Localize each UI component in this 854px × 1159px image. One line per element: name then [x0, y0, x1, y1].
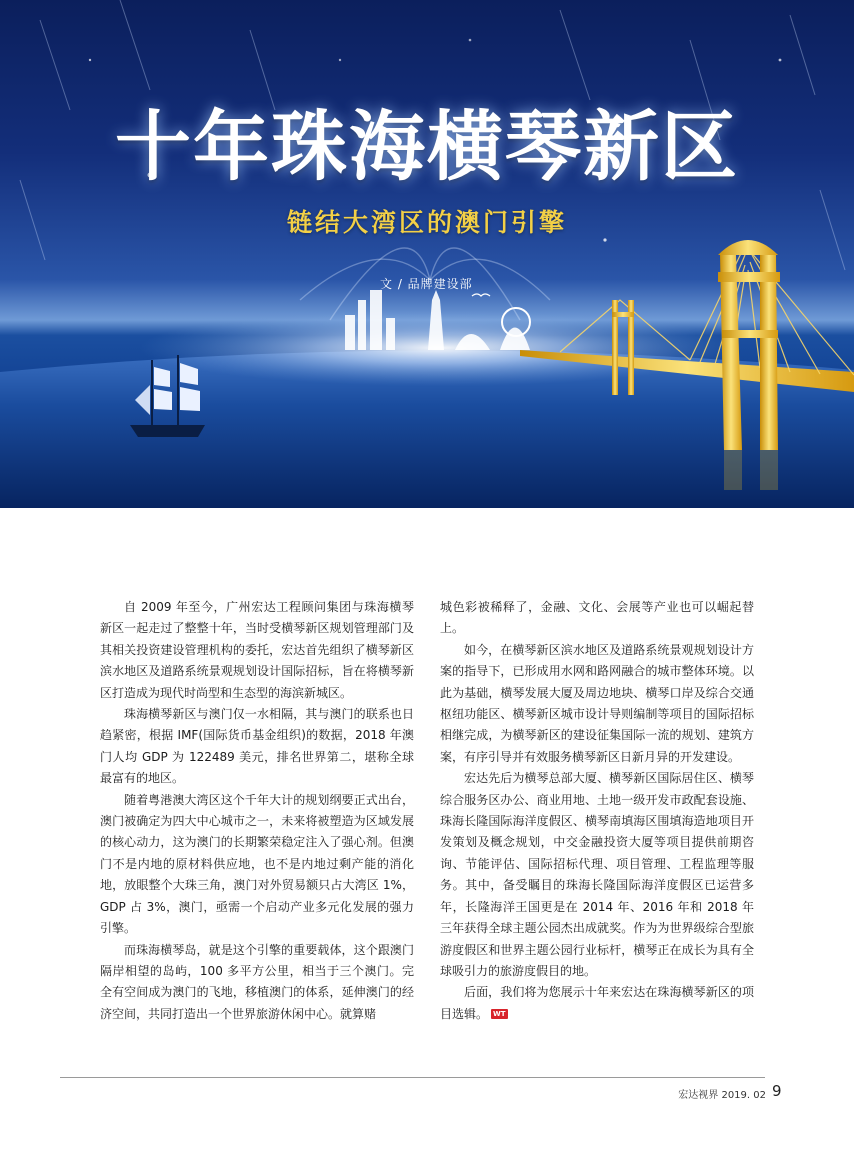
end-mark-badge: WT — [493, 1010, 506, 1019]
page-title: 十年珠海横琴新区 — [115, 102, 739, 191]
publication-info: 宏达视界 2019. 02 — [678, 1090, 766, 1101]
hero-banner — [0, 0, 854, 508]
article-column-right — [440, 597, 754, 1025]
byline: 文 / 品牌建设部 — [380, 277, 473, 291]
closing-text: 后面，我们将为您展示十年来宏达在珠海横琴新区的项目选辑。 — [440, 985, 754, 1021]
paragraph-continuation: 城色彩被稀释了，金融、文化、会展等产业也可以崛起替上。 — [440, 600, 754, 636]
paragraph: 宏达先后为横琴总部大厦、横琴新区国际居住区、横琴综合服务区办公、商业用地、土地一级开发市政配套设施、珠海长隆国际海洋度假区、横琴南填海区围填海造地项目开发策划及概念规划，中交金融投资大厦等项目提供前期咨询、节能评估、国际招标代理、项目管理、工程监理等服务。其中，备受瞩目的珠海长隆国际海洋度假区已运营多年，长隆海洋王国更是在 2014 年、2016 年和 2018 年三年获得全球主题公园杰出成就奖。作为为世界级综合型旅游度假区和世界主题公园行业标杆，横琴正在成长为具有全球吸引力的旅游度假目的地。 — [440, 771, 754, 978]
footer-divider — [60, 1077, 765, 1078]
page-subtitle: 链结大湾区的澳门引擎 — [286, 208, 567, 237]
paragraph: 而珠海横琴岛，就是这个引擎的重要载体，这个跟澳门隔岸相望的岛屿，100 多平方公里，相当于三个澳门。完全有空间成为澳门的飞地，移植澳门的体系，延伸澳门的经济空间，共同打造出一个世界旅游休闲中心。就算赌 — [100, 942, 414, 1021]
seagull — [472, 294, 490, 296]
closing-paragraph — [440, 982, 754, 1025]
paragraph: 如今，在横琴新区滨水地区及道路系统景观规划设计方案的指导下，已形成用水网和路网融合的城市整体环境。以此为基础，横琴发展大厦及周边地块、横琴口岸及综合交通枢纽功能区、横琴新区城市设计导则编制等项目的国际招标相继完成，为横琴新区的建设征集国际一流的规划、建筑方案，有序引导并有效服务横琴新区日新月异的开发建设。 — [440, 642, 754, 764]
paragraph: 随着粤港澳大湾区这个千年大计的规划纲要正式出台，澳门被确定为四大中心城市之一，未来将被塑造为区域发展的核心动力，这为澳门的长期繁荣稳定注入了强心剂。但澳门不是内地的原材料供应地，也不是内地过剩产能的消化地，放眼整个大珠三角，澳门对外贸易额只占大湾区 1%，GDP 占 3%，澳门，亟需一个启动产业多元化发展的强力引擎。 — [100, 792, 414, 936]
hero-illustration — [0, 0, 854, 508]
page-number: 9 — [772, 1082, 782, 1100]
article-column-left — [100, 597, 414, 1025]
paragraph: 珠海横琴新区与澳门仅一水相隔，其与澳门的联系也日趋紧密，根据 IMF(国际货币基金组织)的数据，2018 年澳门人均 GDP 为 122489 美元，排名世界第二，堪称全球最富有的地区。 — [100, 707, 414, 786]
paragraph: 自 2009 年至今，广州宏达工程顾问集团与珠海横琴新区一起走过了整整十年，当时受横琴新区规划管理部门及其相关投资建设管理机构的委托，宏达首先组织了横琴新区滨水地区及道路系统景观规划设计国际招标，旨在将横琴新区打造成为现代时尚型和生态型的海滨新城区。 — [100, 600, 414, 700]
